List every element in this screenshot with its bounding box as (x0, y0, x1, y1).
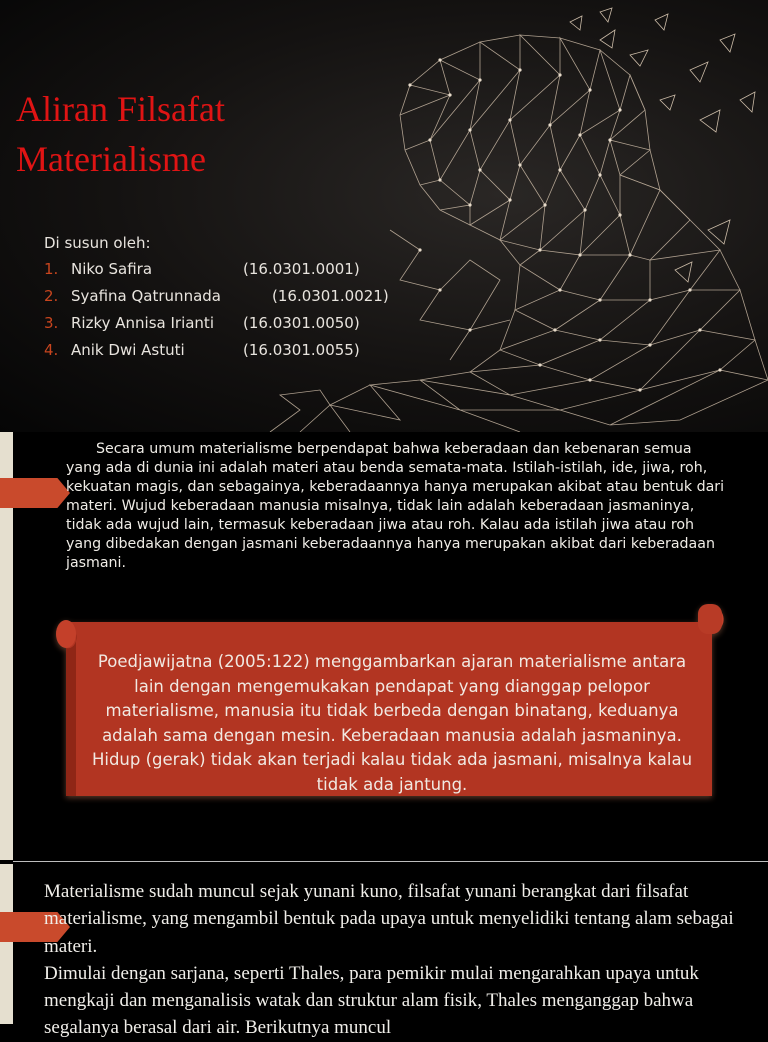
author-name: Syafina Qatrunnada (71, 287, 221, 305)
side-strip (0, 864, 13, 1024)
content-slide-1 (0, 432, 768, 860)
author-number: 1. (44, 260, 59, 278)
title-line-2: Materialisme (16, 139, 206, 179)
author-number: 2. (44, 287, 59, 305)
scroll-banner (52, 604, 728, 802)
author-item (44, 287, 389, 314)
author-number: 4. (44, 341, 59, 359)
author-number: 3. (44, 314, 59, 332)
title-slide (0, 0, 768, 432)
author-student-id: (16.0301.0050) (243, 314, 360, 332)
author-student-id: (16.0301.0001) (243, 260, 360, 278)
author-list (44, 260, 389, 368)
author-item (44, 260, 360, 287)
slide-divider (13, 861, 768, 862)
content-slide-2 (0, 864, 768, 1039)
scroll-quote: Poedjawijatna (2005:122) menggambarkan ajaran materialisme antara lain dengan mengemukakan pendapat yang dianggap pelopor materialisme, manusia itu tidak berbeda dengan binatang, keduanya adalah sama dengan mesin. Keberadaan manusia adalah jasmaninya. Hidup (gerak) tidak akan terjadi kalau tidak ada jasmani, misalnya kalau tidak ada jantung. (91, 652, 693, 794)
page-title (16, 84, 225, 184)
author-student-id: (16.0301.0021) (272, 287, 389, 305)
author-item (44, 314, 360, 341)
author-heading: Di susun oleh: (44, 234, 151, 252)
author-student-id: (16.0301.0055) (243, 341, 360, 359)
history-paragraph (44, 878, 734, 1042)
intro-paragraph: Secara umum materialisme berpendapat bahwa keberadaan dan kebenaran semua yang ada di dunia ini adalah materi atau benda semata-mata. Istilah-istilah, ide, jiwa, roh, kekuatan magis, dan sebagainya, keberadaannya hanya merupakan akibat atau bentuk dari materi. Wujud keberadaan manusia misalnya, tidak lain adalah keberadaan jasmaninya, tidak ada wujud lain, termasuk keberadaan jiwa atau roh. Kalau ada istilah jiwa atau roh yang dibedakan dengan jasmani keberadaannya hanya merupakan akibat dari keberadaan jasmani. (66, 441, 725, 571)
author-item (44, 341, 360, 368)
author-name: Rizky Annisa Irianti (71, 314, 214, 332)
author-name: Niko Safira (71, 260, 153, 278)
history-paragraph-1: Materialisme sudah muncul sejak yunani kuno, filsafat yunani berangkat dari filsafat materialisme, yang mengambil bentuk pada upaya untuk menyelidiki tentang alam sebagai materi. (44, 881, 734, 957)
title-line-1: Aliran Filsafat (16, 89, 225, 129)
arrow-tab-marker (0, 478, 70, 508)
author-name: Anik Dwi Astuti (71, 341, 185, 359)
history-paragraph-2: Dimulai dengan sarjana, seperti Thales, para pemikir mulai mengarahkan upaya untuk mengkaji dan menganalisis watak dan struktur alam fisik, Thales menganggap bahwa segalanya berasal dari air. Berikutnya muncul (44, 962, 699, 1039)
